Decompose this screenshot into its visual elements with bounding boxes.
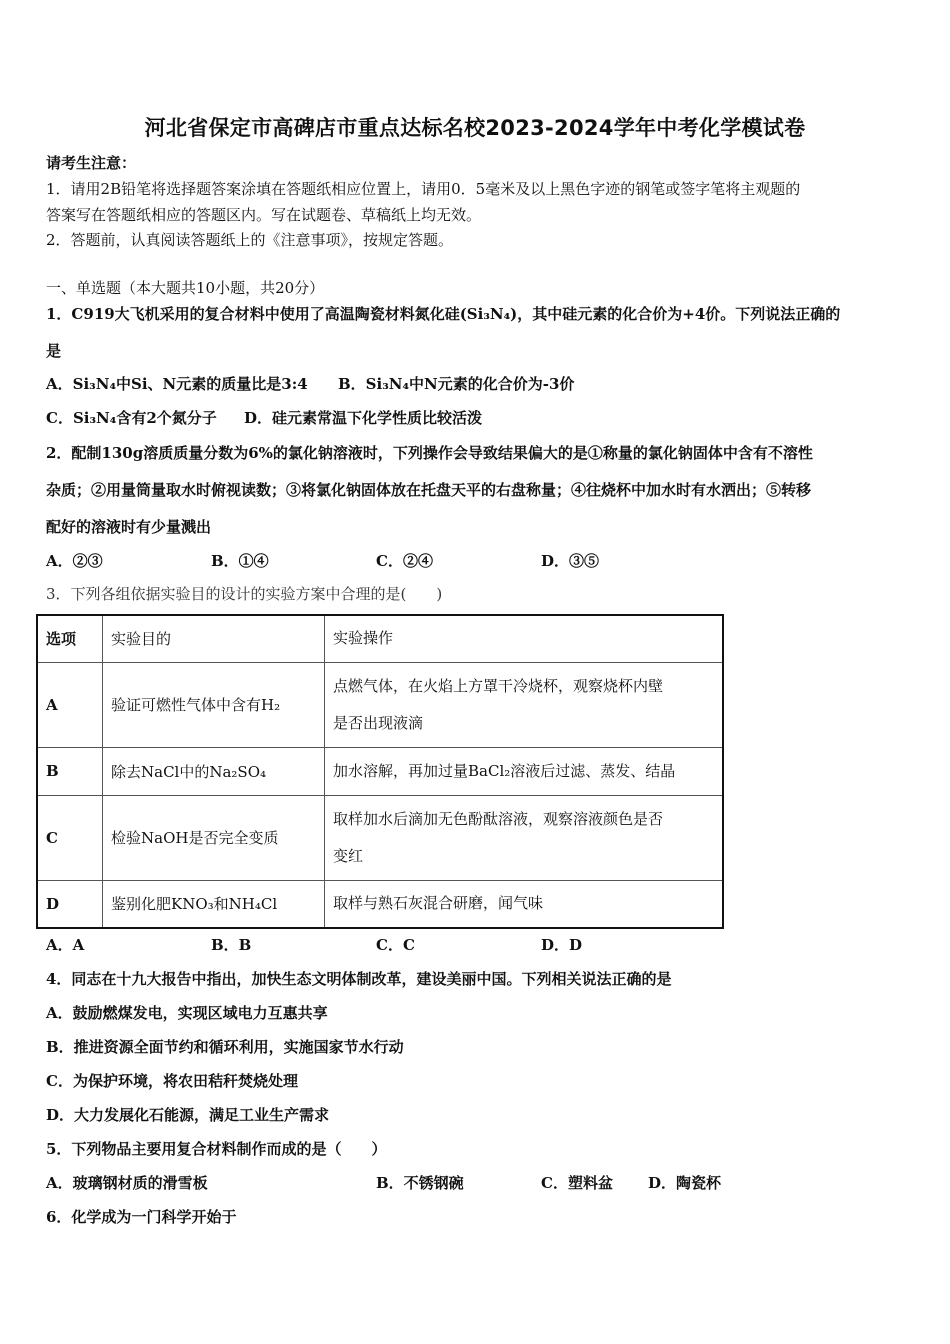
table-row [37,747,723,795]
row-operation-line: 点燃气体，在火焰上方罩干冷烧杯，观察烧杯内壁 [333,676,664,695]
q3-option-b: B．B [211,936,252,954]
notice-item-1-line-2: 答案写在答题纸相应的答题区内。写在试题卷、草稿纸上均无效。 [46,206,482,224]
row-operation-line: 加水溶解，再加过量BaCl₂溶液后过滤、蒸发、结晶 [333,761,676,780]
row-operation [325,662,724,747]
q2-stem-line-1: 2．配制130g溶质质量分数为6%的氯化钠溶液时，下列操作会导致结果偏大的是①称量的氯化钠固体中含有不溶性 [46,444,813,462]
row-operation [325,880,724,928]
row-operation-line: 变红 [333,846,364,865]
page-title: 河北省保定市高碑店市重点达标名校2023-2024学年中考化学模试卷 [144,116,806,140]
q2-option-b: B．①④ [211,552,269,570]
q2-stem-line-3: 配好的溶液时有少量溅出 [46,518,212,536]
row-goal: 检验NaOH是否完全变质 [103,795,325,880]
table-header-cell: 选项 [37,615,103,662]
row-option: B [37,747,103,795]
q4-option-c: C．为保护环境，将农田秸秆焚烧处理 [46,1072,298,1090]
notice-item-1-line-1: 1．请用2B铅笔将选择题答案涂填在答题纸相应位置上，请用0．5毫米及以上黑色字迹的钢笔或签字笔将主观题的 [46,180,801,198]
row-goal: 鉴别化肥KNO₃和NH₄Cl [103,880,325,928]
q3-option-c: C．C [376,936,415,954]
table-row [37,662,723,747]
row-operation-line: 取样加水后滴加无色酚酞溶液，观察溶液颜色是否 [333,809,664,828]
q5-option-a: A．玻璃钢材质的滑雪板 [46,1174,208,1192]
q5-option-d: D．陶瓷杯 [648,1174,722,1192]
row-option: C [37,795,103,880]
q5-option-b: B．不锈钢碗 [376,1174,464,1192]
row-goal: 除去NaCl中的Na₂SO₄ [103,747,325,795]
experiment-table [36,614,724,929]
q2-option-c: C．②④ [376,552,433,570]
notice-heading: 请考生注意： [46,154,137,172]
row-option: A [37,662,103,747]
table-row [37,795,723,880]
q4-option-b: B．推进资源全面节约和循环利用，实施国家节水行动 [46,1038,404,1056]
q1-option-a: A．Si₃N₄中Si、N元素的质量比是3:4 [46,375,308,393]
notice-item-2: 2．答题前，认真阅读答题纸上的《注意事项》，按规定答题。 [46,231,454,249]
section-heading: 一、单选题（本大题共10小题，共20分） [46,279,325,297]
row-operation-line: 取样与熟石灰混合研磨，闻气味 [333,894,544,913]
row-operation [325,747,724,795]
q4-stem: 4．同志在十九大报告中指出，加快生态文明体制改革，建设美丽中国。下列相关说法正确的是 [46,970,672,988]
q3-option-a: A．A [46,936,85,954]
q2-option-a: A．②③ [46,552,103,570]
table-header-cell: 实验目的 [103,615,325,662]
q1-option-d: D．硅元素常温下化学性质比较活泼 [244,409,483,427]
q2-stem-line-2: 杂质；②用量筒量取水时俯视读数；③将氯化钠固体放在托盘天平的右盘称量；④往烧杯中加水时有水洒出；⑤转移 [46,481,812,499]
row-option: D [37,880,103,928]
q1-option-b: B．Si₃N₄中N元素的化合价为-3价 [338,375,575,393]
table-header-row [37,615,723,662]
q1-stem-line-1: 1．C919大飞机采用的复合材料中使用了高温陶瓷材料氮化硅(Si₃N₄)，其中硅元素的化合价为+4价。下列说法正确的 [46,305,841,323]
q2-option-d: D．③⑤ [541,552,600,570]
q3-option-d: D．D [541,936,583,954]
table-header-cell: 实验操作 [325,615,724,662]
q6-stem: 6．化学成为一门科学开始于 [46,1208,237,1226]
row-goal: 验证可燃性气体中含有H₂ [103,662,325,747]
q4-option-a: A．鼓励燃煤发电，实现区域电力互惠共享 [46,1004,328,1022]
q4-option-d: D．大力发展化石能源，满足工业生产需求 [46,1106,330,1124]
row-operation-line: 是否出现液滴 [333,713,424,732]
q5-option-c: C．塑料盆 [541,1174,613,1192]
q5-stem: 5．下列物品主要用复合材料制作而成的是（ ） [46,1140,387,1158]
q3-stem: 3．下列各组依据实验目的设计的实验方案中合理的是( ) [46,585,443,603]
row-operation [325,795,724,880]
table-row [37,880,723,928]
q1-option-c: C．Si₃N₄含有2个氮分子 [46,409,217,427]
q1-stem-line-2: 是 [46,342,62,360]
